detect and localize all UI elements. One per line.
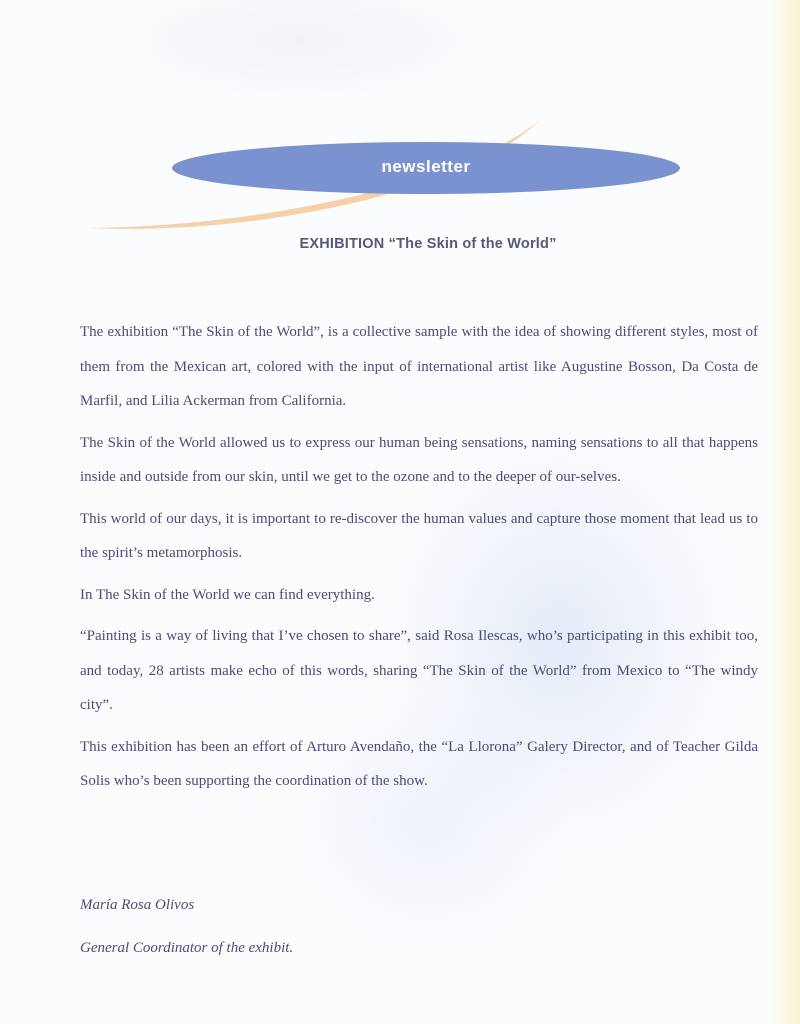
header-swoosh xyxy=(0,0,800,260)
paragraph: “Painting is a way of living that I’ve chosen to share”, said Rosa Ilescas, who’s participating in this exhibit too, and today, 28 artists make echo of this words, sharing “The Skin of the World” from Mexico to “The windy city”. xyxy=(80,628,758,713)
paragraph: The exhibition “The Skin of the World”, is a collective sample with the idea of showing different styles, most of them from the Mexican art, colored with the input of international artist like Augustine Bosson, Da Costa de Marfil, and Lilia Ackerman from California. xyxy=(80,324,758,409)
signature-name: María Rosa Olivos xyxy=(80,897,195,913)
paragraph: In The Skin of the World we can find everything. xyxy=(80,586,375,603)
article-body xyxy=(80,315,758,806)
paragraph: This world of our days, it is important to re-discover the human values and capture those moment that lead us to the spirit’s metamorphosis. xyxy=(80,510,758,561)
signature-role: General Coordinator of the exhibit. xyxy=(80,940,294,956)
newsletter-badge xyxy=(172,142,680,194)
paragraph: This exhibition has been an effort of Arturo Avendaño, the “La Llorona” Galery Director, and of Teacher Gilda Solis who’s been supporting the coordination of the show. xyxy=(80,738,758,789)
newsletter-badge-label: newsletter xyxy=(381,157,471,176)
signature-block xyxy=(80,884,680,970)
paragraph: The Skin of the World allowed us to express our human being sensations, naming sensations to all that happens inside and outside from our skin, until we get to the ozone and to the deeper of our-selves. xyxy=(80,434,758,485)
exhibition-title: EXHIBITION “The Skin of the World” xyxy=(299,236,557,252)
